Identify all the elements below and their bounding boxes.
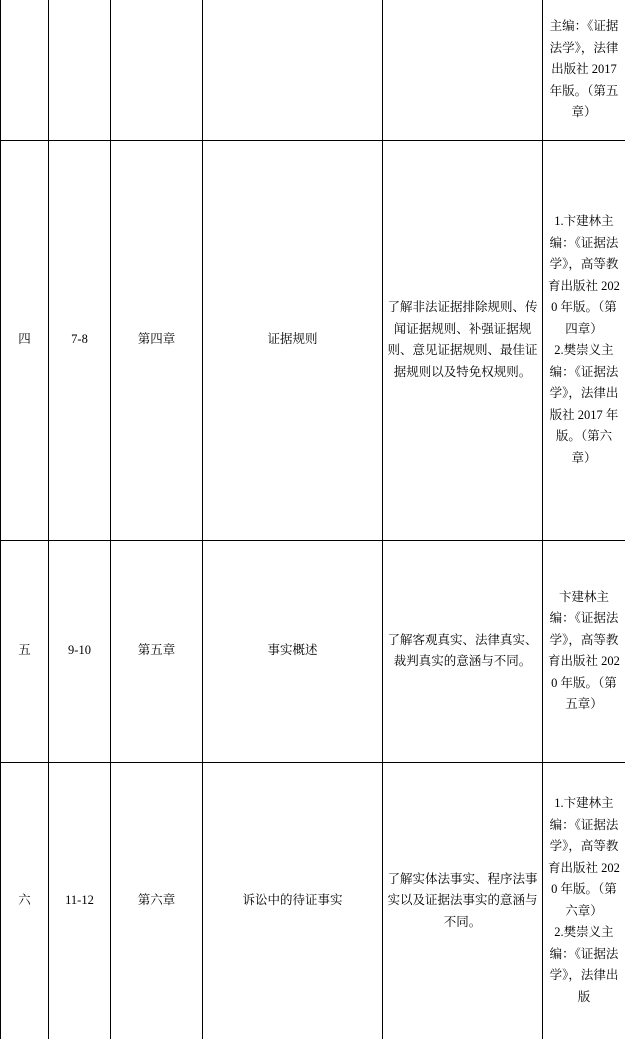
cell-week: 五 bbox=[1, 540, 49, 762]
cell-references bbox=[543, 0, 625, 140]
table-row bbox=[1, 140, 625, 540]
cell-hours bbox=[49, 0, 111, 140]
cell-topic: 证据规则 bbox=[203, 140, 383, 540]
reference-entry: 主编：《证据法学》，法律出版社 2017 年版。（第五章） bbox=[549, 19, 619, 119]
reference-entry: 1.卞建林主编：《证据法学》，高等教育出版社 2020 年版。（第四章） bbox=[548, 214, 620, 336]
cell-week: 四 bbox=[1, 140, 49, 540]
cell-hours: 9-10 bbox=[49, 540, 111, 762]
cell-objective bbox=[383, 0, 543, 140]
reference-entry: 2.樊崇义主编：《证据法学》，法律出版 bbox=[549, 925, 619, 1004]
cell-chapter: 第五章 bbox=[111, 540, 203, 762]
reference-entry: 2.樊崇义主编：《证据法学》，法律出版社 2017 年版。（第六章） bbox=[549, 343, 619, 465]
table-row bbox=[1, 762, 625, 1039]
cell-week: 六 bbox=[1, 762, 49, 1039]
cell-chapter bbox=[111, 0, 203, 140]
cell-objective: 了解非法证据排除规则、传闻证据规则、补强证据规则、意见证据规则、最佳证据规则以及特免权规则。 bbox=[383, 140, 543, 540]
cell-chapter: 第六章 bbox=[111, 762, 203, 1039]
table-row bbox=[1, 540, 625, 762]
cell-week bbox=[1, 0, 49, 140]
cell-references bbox=[543, 540, 625, 762]
table-body bbox=[1, 0, 625, 1039]
table-row bbox=[1, 0, 625, 140]
cell-topic bbox=[203, 0, 383, 140]
cell-hours: 11-12 bbox=[49, 762, 111, 1039]
cell-topic: 诉讼中的待证事实 bbox=[203, 762, 383, 1039]
reference-entry: 卞建林主编：《证据法学》，高等教育出版社 2020 年版。（第五章） bbox=[548, 589, 620, 711]
cell-topic: 事实概述 bbox=[203, 540, 383, 762]
cell-references bbox=[543, 140, 625, 540]
reference-entry: 1.卞建林主编：《证据法学》，高等教育出版社 2020 年版。（第六章） bbox=[548, 796, 620, 918]
cell-objective: 了解实体法事实、程序法事实以及证据法事实的意涵与不同。 bbox=[383, 762, 543, 1039]
cell-chapter: 第四章 bbox=[111, 140, 203, 540]
cell-hours: 7-8 bbox=[49, 140, 111, 540]
cell-objective: 了解客观真实、法律真实、裁判真实的意涵与不同。 bbox=[383, 540, 543, 762]
cell-references bbox=[543, 762, 625, 1039]
